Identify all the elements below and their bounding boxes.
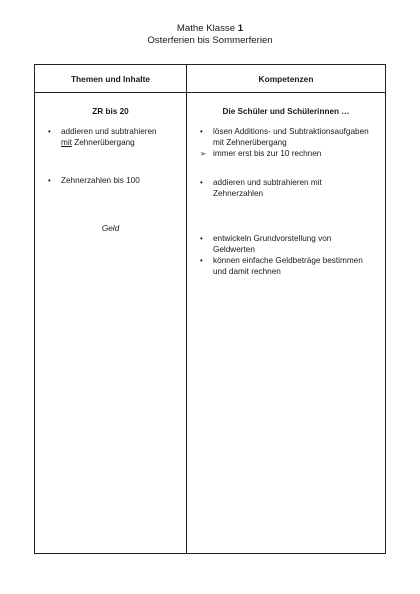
table-body-row bbox=[35, 93, 386, 554]
list-item-text: Geldwerten bbox=[213, 245, 255, 254]
list-item-text: Zehnerzahlen bbox=[213, 189, 264, 198]
document-subtitle: Osterferien bis Sommerferien bbox=[147, 35, 273, 46]
list-item-text: mit Zehnerübergang bbox=[213, 138, 287, 147]
list-item-text: immer erst bis zur 10 rechnen bbox=[213, 149, 322, 158]
bullet-icon: • bbox=[48, 127, 51, 136]
list-item: • Zehnerzahlen bis 100 bbox=[48, 176, 140, 185]
list-item: • addieren und subtrahieren mit Zehnerübergang bbox=[48, 127, 157, 147]
arrow-bullet-icon: ➢ bbox=[200, 149, 207, 158]
competencies-section-title: Die Schüler und Schülerinnen … bbox=[222, 107, 350, 116]
list-item bbox=[187, 233, 385, 255]
grade-number: 1 bbox=[237, 23, 244, 34]
list-item-text: entwickeln Grundvorstellung von bbox=[213, 234, 332, 243]
competency-group bbox=[187, 126, 385, 159]
bullet-icon: • bbox=[48, 176, 51, 185]
list-item bbox=[187, 177, 385, 199]
document-header bbox=[0, 23, 420, 47]
topic-geld: Geld bbox=[101, 224, 120, 233]
bullet-icon: • bbox=[200, 127, 203, 136]
competencies-cell bbox=[187, 93, 386, 554]
list-item-text: können einfache Geldbeträge bestimmen bbox=[213, 256, 363, 265]
competency-group bbox=[187, 233, 385, 277]
bullet-icon: • bbox=[200, 178, 203, 187]
column-header-topics: Themen und Inhalte bbox=[35, 65, 187, 93]
competency-group bbox=[187, 177, 385, 199]
topics-section-title: ZR bis 20 bbox=[92, 107, 129, 116]
curriculum-table bbox=[34, 64, 386, 554]
list-item-text: und damit rechnen bbox=[213, 267, 281, 276]
list-item-text: addieren und subtrahieren mit bbox=[213, 178, 322, 187]
bullet-icon: • bbox=[200, 256, 203, 265]
table-header-row bbox=[35, 65, 386, 93]
list-item bbox=[187, 255, 385, 277]
list-item bbox=[187, 126, 385, 148]
bullet-icon: • bbox=[200, 234, 203, 243]
topics-cell bbox=[35, 93, 187, 554]
list-item-text: lösen Additions- und Subtraktionsaufgaben bbox=[213, 127, 369, 136]
document-title: Mathe Klasse 1 bbox=[176, 23, 244, 34]
column-header-competencies: Kompetenzen bbox=[187, 65, 386, 93]
list-item bbox=[187, 148, 385, 159]
